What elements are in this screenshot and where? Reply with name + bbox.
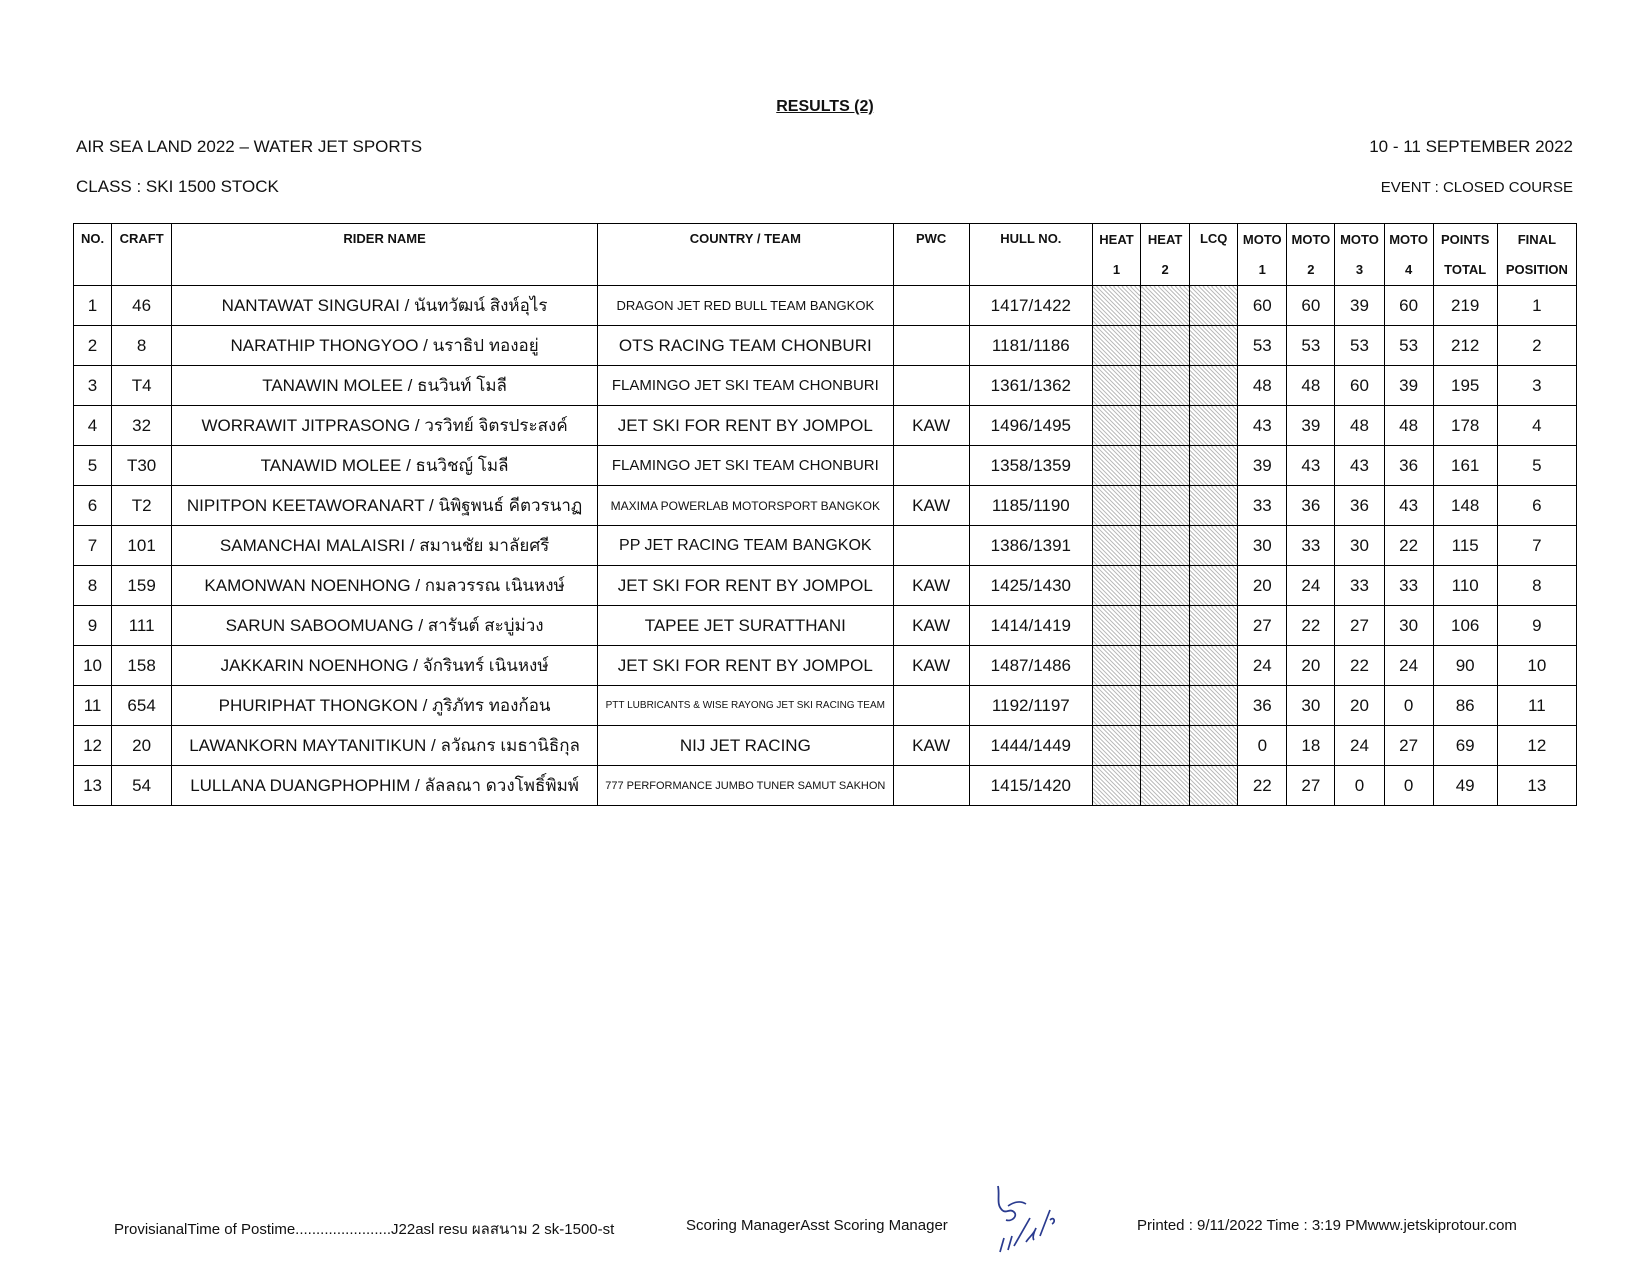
col-moto4: MOTO [1384,224,1433,255]
table-row [74,646,1577,686]
cell-team: PP JET RACING TEAM BANGKOK [598,526,894,566]
cell-final-position: 8 [1497,566,1576,606]
col-craft: CRAFT [112,224,172,286]
cell-points-total: 49 [1433,766,1497,806]
cell-moto1: 22 [1238,766,1287,806]
table-row [74,366,1577,406]
cell-moto4: 0 [1384,766,1433,806]
cell-final-position: 10 [1497,646,1576,686]
cell-no: 7 [74,526,112,566]
cell-heat1 [1092,286,1140,326]
cell-points-total: 219 [1433,286,1497,326]
cell-hull: 1444/1449 [969,726,1092,766]
cell-rider: SAMANCHAI MALAISRI / สมานชัย มาลัยศรี [172,526,598,566]
cell-craft: 46 [112,286,172,326]
cell-no: 9 [74,606,112,646]
cell-moto3: 30 [1335,526,1384,566]
cell-team: FLAMINGO JET SKI TEAM CHONBURI [598,446,894,486]
cell-moto1: 24 [1238,646,1287,686]
cell-points-total: 212 [1433,326,1497,366]
cell-points-total: 69 [1433,726,1497,766]
cell-moto3: 53 [1335,326,1384,366]
cell-hull: 1487/1486 [969,646,1092,686]
cell-points-total: 86 [1433,686,1497,726]
col-heat2-num: 2 [1141,254,1190,286]
cell-lcq [1190,366,1238,406]
cell-moto2: 60 [1287,286,1335,326]
cell-rider: JAKKARIN NOENHONG / จักรินทร์ เนินหงษ์ [172,646,598,686]
cell-rider: NARATHIP THONGYOO / นราธิป ทองอยู่ [172,326,598,366]
col-country-team: COUNTRY / TEAM [598,224,894,286]
cell-heat2 [1141,446,1190,486]
cell-moto4: 36 [1384,446,1433,486]
cell-moto4: 27 [1384,726,1433,766]
table-row [74,726,1577,766]
cell-no: 12 [74,726,112,766]
cell-rider: NANTAWAT SINGURAI / นันทวัฒน์ สิงห์อุไร [172,286,598,326]
cell-rider: LAWANKORN MAYTANITIKUN / ลวัณกร เมธานิธิกุล [172,726,598,766]
cell-pwc [893,286,969,326]
cell-final-position: 6 [1497,486,1576,526]
cell-heat2 [1141,606,1190,646]
cell-rider: WORRAWIT JITPRASONG / วรวิทย์ จิตรประสงค์ [172,406,598,446]
signature-image [990,1180,1060,1260]
cell-heat1 [1092,326,1140,366]
cell-points-total: 110 [1433,566,1497,606]
table-row [74,446,1577,486]
cell-lcq [1190,446,1238,486]
cell-hull: 1358/1359 [969,446,1092,486]
cell-heat2 [1141,566,1190,606]
cell-hull: 1417/1422 [969,286,1092,326]
cell-heat1 [1092,726,1140,766]
cell-points-total: 90 [1433,646,1497,686]
cell-moto1: 30 [1238,526,1287,566]
cell-moto1: 48 [1238,366,1287,406]
cell-rider: NIPITPON KEETAWORANART / นิพิฐพนธ์ คีตวรนาฏ [172,486,598,526]
cell-moto4: 33 [1384,566,1433,606]
footer-provisional: ProvisianalTime of Postime.......................J22asl resu ผลสนาม 2 sk-1500-st [114,1221,615,1238]
cell-heat1 [1092,526,1140,566]
cell-final-position: 4 [1497,406,1576,446]
cell-heat2 [1141,686,1190,726]
cell-lcq [1190,766,1238,806]
cell-pwc: KAW [893,606,969,646]
cell-moto4: 43 [1384,486,1433,526]
cell-moto1: 20 [1238,566,1287,606]
col-moto1: MOTO [1238,224,1287,255]
footer-scoring-manager: Scoring ManagerAsst Scoring Manager [686,1217,948,1234]
table-row [74,566,1577,606]
cell-hull: 1415/1420 [969,766,1092,806]
cell-lcq [1190,406,1238,446]
col-points: POINTS [1433,224,1497,255]
col-no: NO. [74,224,112,286]
cell-pwc: KAW [893,486,969,526]
cell-craft: 54 [112,766,172,806]
cell-moto2: 22 [1287,606,1335,646]
cell-team: JET SKI FOR RENT BY JOMPOL [598,646,894,686]
cell-team: TAPEE JET SURATTHANI [598,606,894,646]
cell-final-position: 3 [1497,366,1576,406]
cell-moto4: 48 [1384,406,1433,446]
cell-pwc [893,366,969,406]
cell-points-total: 115 [1433,526,1497,566]
cell-moto1: 27 [1238,606,1287,646]
cell-no: 10 [74,646,112,686]
col-moto2-num: 2 [1287,254,1335,286]
cell-final-position: 13 [1497,766,1576,806]
cell-moto3: 22 [1335,646,1384,686]
cell-hull: 1361/1362 [969,366,1092,406]
table-row [74,286,1577,326]
cell-no: 4 [74,406,112,446]
cell-team: JET SKI FOR RENT BY JOMPOL [598,406,894,446]
page-title: RESULTS (2) [776,98,874,115]
cell-pwc: KAW [893,726,969,766]
cell-heat2 [1141,766,1190,806]
cell-final-position: 2 [1497,326,1576,366]
cell-no: 11 [74,686,112,726]
cell-moto1: 33 [1238,486,1287,526]
cell-moto2: 53 [1287,326,1335,366]
cell-no: 8 [74,566,112,606]
cell-moto3: 27 [1335,606,1384,646]
col-moto3-num: 3 [1335,254,1384,286]
cell-craft: 20 [112,726,172,766]
cell-heat2 [1141,366,1190,406]
cell-rider: LULLANA DUANGPHOPHIM / ลัลลณา ดวงโพธิ์พิมพ์ [172,766,598,806]
cell-moto2: 20 [1287,646,1335,686]
cell-moto3: 48 [1335,406,1384,446]
cell-points-total: 195 [1433,366,1497,406]
col-heat1-num: 1 [1092,254,1140,286]
col-moto4-num: 4 [1384,254,1433,286]
cell-craft: T2 [112,486,172,526]
cell-moto4: 24 [1384,646,1433,686]
col-points-total: TOTAL [1433,254,1497,286]
cell-heat1 [1092,686,1140,726]
cell-final-position: 7 [1497,526,1576,566]
cell-moto1: 53 [1238,326,1287,366]
cell-moto2: 18 [1287,726,1335,766]
cell-hull: 1386/1391 [969,526,1092,566]
cell-lcq [1190,486,1238,526]
cell-craft: 158 [112,646,172,686]
event-type-label: EVENT : CLOSED COURSE [1380,179,1573,196]
cell-moto3: 0 [1335,766,1384,806]
cell-moto1: 0 [1238,726,1287,766]
cell-moto3: 60 [1335,366,1384,406]
cell-pwc: KAW [893,406,969,446]
cell-moto2: 43 [1287,446,1335,486]
cell-pwc [893,766,969,806]
cell-no: 6 [74,486,112,526]
cell-craft: T30 [112,446,172,486]
cell-points-total: 178 [1433,406,1497,446]
cell-heat1 [1092,606,1140,646]
cell-moto4: 53 [1384,326,1433,366]
cell-moto2: 39 [1287,406,1335,446]
cell-moto3: 43 [1335,446,1384,486]
cell-pwc [893,446,969,486]
cell-moto4: 60 [1384,286,1433,326]
cell-heat2 [1141,526,1190,566]
col-pwc: PWC [893,224,969,286]
cell-craft: T4 [112,366,172,406]
table-row [74,326,1577,366]
cell-points-total: 106 [1433,606,1497,646]
cell-moto2: 24 [1287,566,1335,606]
cell-rider: PHURIPHAT THONGKON / ภูริภัทร ทองก้อน [172,686,598,726]
cell-hull: 1414/1419 [969,606,1092,646]
cell-moto3: 33 [1335,566,1384,606]
cell-hull: 1496/1495 [969,406,1092,446]
cell-moto2: 27 [1287,766,1335,806]
cell-no: 1 [74,286,112,326]
cell-heat2 [1141,726,1190,766]
cell-lcq [1190,606,1238,646]
cell-heat1 [1092,486,1140,526]
col-moto2: MOTO [1287,224,1335,255]
table-row [74,606,1577,646]
cell-moto2: 48 [1287,366,1335,406]
event-dates: 10 - 11 SEPTEMBER 2022 [1369,137,1573,156]
cell-points-total: 161 [1433,446,1497,486]
cell-moto1: 43 [1238,406,1287,446]
cell-lcq [1190,526,1238,566]
col-final: FINAL [1497,224,1576,255]
results-table [73,223,1577,806]
table-row [74,486,1577,526]
cell-lcq [1190,646,1238,686]
cell-team: FLAMINGO JET SKI TEAM CHONBURI [598,366,894,406]
cell-hull: 1181/1186 [969,326,1092,366]
cell-final-position: 11 [1497,686,1576,726]
col-heat2: HEAT [1141,224,1190,255]
cell-moto4: 22 [1384,526,1433,566]
cell-hull: 1185/1190 [969,486,1092,526]
cell-heat1 [1092,446,1140,486]
cell-hull: 1192/1197 [969,686,1092,726]
cell-final-position: 9 [1497,606,1576,646]
table-row [74,766,1577,806]
cell-rider: TANAWIN MOLEE / ธนวินท์ โมลี [172,366,598,406]
cell-lcq [1190,686,1238,726]
cell-moto1: 36 [1238,686,1287,726]
cell-team: PTT LUBRICANTS & WISE RAYONG JET SKI RACING TEAM [598,686,894,726]
cell-no: 2 [74,326,112,366]
cell-no: 13 [74,766,112,806]
cell-no: 5 [74,446,112,486]
cell-moto4: 30 [1384,606,1433,646]
cell-team: MAXIMA POWERLAB MOTORSPORT BANGKOK [598,486,894,526]
cell-final-position: 12 [1497,726,1576,766]
cell-moto2: 30 [1287,686,1335,726]
cell-moto4: 39 [1384,366,1433,406]
col-final-position: POSITION [1497,254,1576,286]
cell-craft: 654 [112,686,172,726]
cell-moto4: 0 [1384,686,1433,726]
cell-moto3: 24 [1335,726,1384,766]
cell-pwc [893,686,969,726]
cell-heat1 [1092,646,1140,686]
col-moto3: MOTO [1335,224,1384,255]
cell-team: 777 PERFORMANCE JUMBO TUNER SAMUT SAKHON [598,766,894,806]
cell-pwc: KAW [893,646,969,686]
cell-final-position: 1 [1497,286,1576,326]
cell-team: OTS RACING TEAM CHONBURI [598,326,894,366]
cell-heat2 [1141,646,1190,686]
cell-team: NIJ JET RACING [598,726,894,766]
col-heat1: HEAT [1092,224,1140,255]
cell-moto3: 20 [1335,686,1384,726]
cell-moto1: 39 [1238,446,1287,486]
cell-heat1 [1092,766,1140,806]
cell-craft: 101 [112,526,172,566]
cell-craft: 159 [112,566,172,606]
table-row [74,526,1577,566]
cell-hull: 1425/1430 [969,566,1092,606]
cell-moto3: 39 [1335,286,1384,326]
cell-lcq [1190,326,1238,366]
cell-rider: SARUN SABOOMUANG / สารันต์ สะบู่ม่วง [172,606,598,646]
cell-heat2 [1141,286,1190,326]
cell-lcq [1190,726,1238,766]
cell-pwc: KAW [893,566,969,606]
cell-rider: KAMONWAN NOENHONG / กมลวรรณ เนินหงษ์ [172,566,598,606]
cell-pwc [893,326,969,366]
cell-team: DRAGON JET RED BULL TEAM BANGKOK [598,286,894,326]
cell-moto3: 36 [1335,486,1384,526]
col-rider-name: RIDER NAME [172,224,598,286]
cell-moto2: 36 [1287,486,1335,526]
cell-heat1 [1092,406,1140,446]
cell-no: 3 [74,366,112,406]
cell-heat1 [1092,566,1140,606]
cell-points-total: 148 [1433,486,1497,526]
header-row-1 [74,224,1577,255]
col-hull-no: HULL NO. [969,224,1092,286]
cell-heat1 [1092,366,1140,406]
cell-heat2 [1141,406,1190,446]
event-name: AIR SEA LAND 2022 – WATER JET SPORTS [76,137,423,156]
footer-printed: Printed : 9/11/2022 Time : 3:19 PMwww.jetskiprotour.com [1137,1217,1517,1234]
col-lcq: LCQ [1190,224,1238,286]
cell-lcq [1190,566,1238,606]
class-label: CLASS : SKI 1500 STOCK [76,177,279,196]
cell-moto1: 60 [1238,286,1287,326]
cell-craft: 111 [112,606,172,646]
cell-rider: TANAWID MOLEE / ธนวิชญ์ โมลี [172,446,598,486]
cell-moto2: 33 [1287,526,1335,566]
table-row [74,406,1577,446]
col-moto1-num: 1 [1238,254,1287,286]
cell-final-position: 5 [1497,446,1576,486]
cell-craft: 32 [112,406,172,446]
cell-heat2 [1141,326,1190,366]
cell-pwc [893,526,969,566]
table-row [74,686,1577,726]
cell-heat2 [1141,486,1190,526]
cell-team: JET SKI FOR RENT BY JOMPOL [598,566,894,606]
cell-lcq [1190,286,1238,326]
cell-craft: 8 [112,326,172,366]
